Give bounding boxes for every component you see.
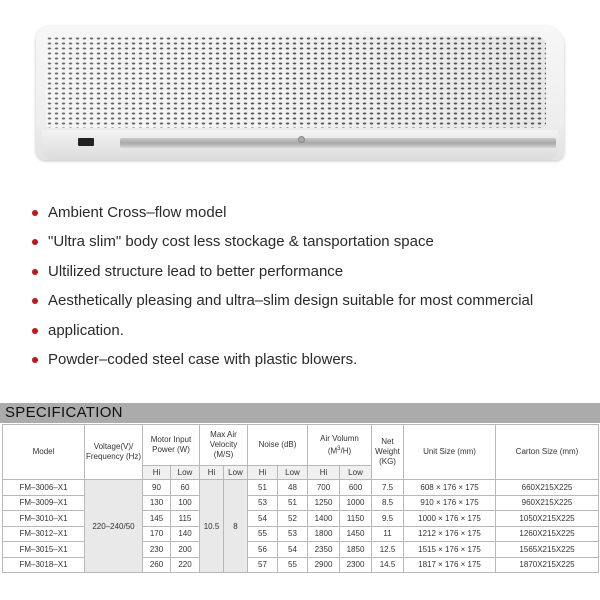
cell-carton-size: 1050X215X225 (496, 511, 599, 527)
subheader-hi: Hi (143, 466, 171, 480)
feature-text: Aesthetically pleasing and ultra–slim design suitable for most commercial (48, 292, 534, 310)
cell-motor-low: 115 (171, 511, 200, 527)
feature-item (32, 198, 592, 227)
cell-model: FM–3009–X1 (3, 495, 85, 511)
col-header-motor: Motor Input Power (W) (143, 425, 200, 466)
cell-weight: 7.5 (372, 480, 404, 496)
subheader-low: Low (224, 466, 248, 480)
subheader-hi: Hi (200, 466, 224, 480)
col-header-air-volume: Air Volumn $(M^3/H)$ (308, 425, 372, 466)
cell-noise-low: 48 (278, 480, 308, 496)
cell-noise-low: 53 (278, 526, 308, 542)
col-header-weight: Net Weight (KG) (372, 425, 404, 480)
cell-motor-hi: 145 (143, 511, 171, 527)
cell-motor-hi: 230 (143, 542, 171, 558)
bullet-icon (32, 239, 38, 245)
cell-air-hi: 1400 (308, 511, 340, 527)
cell-model: FM–3018–X1 (3, 557, 85, 573)
cell-air-low: 1150 (340, 511, 372, 527)
cell-carton-size: 1260X215X225 (496, 526, 599, 542)
cell-noise-hi: 55 (248, 526, 278, 542)
cell-unit-size: 1515 × 176 × 175 (404, 542, 496, 558)
cell-motor-hi: 90 (143, 480, 171, 496)
col-header-carton-size: Carton Size (mm) (496, 425, 599, 480)
cell-carton-size: 1565X215X225 (496, 542, 599, 558)
spec-title: SPECIFICATION (5, 404, 123, 421)
subheader-hi: Hi (248, 466, 278, 480)
cell-noise-hi: 56 (248, 542, 278, 558)
grille-shading (46, 36, 546, 128)
cell-noise-hi: 51 (248, 480, 278, 496)
cell-velocity-hi: 10.5 (200, 480, 224, 573)
cell-carton-size: 1870X215X225 (496, 557, 599, 573)
bullet-icon (32, 328, 38, 334)
cell-motor-low: 60 (171, 480, 200, 496)
cell-air-hi: 2350 (308, 542, 340, 558)
cell-air-hi: 2900 (308, 557, 340, 573)
cell-air-low: 1000 (340, 495, 372, 511)
cell-voltage: 220–240/50 (85, 480, 143, 573)
cell-noise-hi: 57 (248, 557, 278, 573)
col-header-unit-size: Unit Size (mm) (404, 425, 496, 480)
cell-air-hi: 1800 (308, 526, 340, 542)
feature-text: "Ultra slim" body cost less stockage & tansportation space (48, 233, 434, 251)
cell-air-hi: 700 (308, 480, 340, 496)
screw-icon (298, 136, 305, 143)
cell-motor-low: 100 (171, 495, 200, 511)
cell-carton-size: 660X215X225 (496, 480, 599, 496)
spec-table (2, 424, 599, 573)
cell-model: FM–3012–X1 (3, 526, 85, 542)
cell-noise-low: 51 (278, 495, 308, 511)
cell-motor-low: 200 (171, 542, 200, 558)
cell-unit-size: 1212 × 176 × 175 (404, 526, 496, 542)
bullet-icon (32, 357, 38, 363)
feature-item (32, 286, 592, 315)
bullet-icon (32, 210, 38, 216)
subheader-hi: Hi (308, 466, 340, 480)
cell-motor-hi: 130 (143, 495, 171, 511)
cell-velocity-low: 8 (224, 480, 248, 573)
cell-unit-size: 910 × 176 × 175 (404, 495, 496, 511)
cell-noise-low: 52 (278, 511, 308, 527)
cell-model: FM–3010–X1 (3, 511, 85, 527)
cell-unit-size: 608 × 176 × 175 (404, 480, 496, 496)
col-header-velocity: Max Air Velocity (M/S) (200, 425, 248, 466)
cell-motor-low: 220 (171, 557, 200, 573)
cell-air-low: 600 (340, 480, 372, 496)
cell-unit-size: 1817 × 176 × 175 (404, 557, 496, 573)
table-row (3, 480, 599, 496)
feature-text: Powder–coded steel case with plastic blowers. (48, 351, 358, 369)
cell-air-low: 1850 (340, 542, 372, 558)
cell-carton-size: 960X215X225 (496, 495, 599, 511)
cell-weight: 14.5 (372, 557, 404, 573)
feature-list (32, 198, 592, 374)
feature-item (32, 316, 592, 345)
cell-weight: 9.5 (372, 511, 404, 527)
product-image (36, 26, 564, 160)
feature-item (32, 227, 592, 256)
cell-noise-hi: 54 (248, 511, 278, 527)
subheader-low: Low (171, 466, 200, 480)
feature-item (32, 345, 592, 374)
spec-header (0, 403, 600, 423)
subheader-low: Low (278, 466, 308, 480)
cell-air-low: 2300 (340, 557, 372, 573)
cell-noise-hi: 53 (248, 495, 278, 511)
feature-item (32, 257, 592, 286)
feature-text: application. (48, 321, 124, 339)
cell-weight: 12.5 (372, 542, 404, 558)
cell-model: FM–3006–X1 (3, 480, 85, 496)
col-header-noise: Noise (dB) (248, 425, 308, 466)
bullet-icon (32, 298, 38, 304)
cell-motor-hi: 260 (143, 557, 171, 573)
cell-weight: 8.5 (372, 495, 404, 511)
cell-weight: 11 (372, 526, 404, 542)
col-header-model: Model (3, 425, 85, 480)
air-outlet (120, 138, 556, 148)
cell-air-low: 1450 (340, 526, 372, 542)
col-header-voltage: Voltage(V)/ Frequency (Hz) (85, 425, 143, 480)
feature-text: Ultilized structure lead to better performance (48, 262, 344, 280)
cell-noise-low: 55 (278, 557, 308, 573)
bullet-icon (32, 269, 38, 275)
power-switch (78, 138, 94, 146)
cell-model: FM–3015–X1 (3, 542, 85, 558)
subheader-low: Low (340, 466, 372, 480)
cell-motor-hi: 170 (143, 526, 171, 542)
feature-text: Ambient Cross–flow model (48, 204, 227, 221)
cell-air-hi: 1250 (308, 495, 340, 511)
cell-unit-size: 1000 × 176 × 175 (404, 511, 496, 527)
cell-noise-low: 54 (278, 542, 308, 558)
cell-motor-low: 140 (171, 526, 200, 542)
